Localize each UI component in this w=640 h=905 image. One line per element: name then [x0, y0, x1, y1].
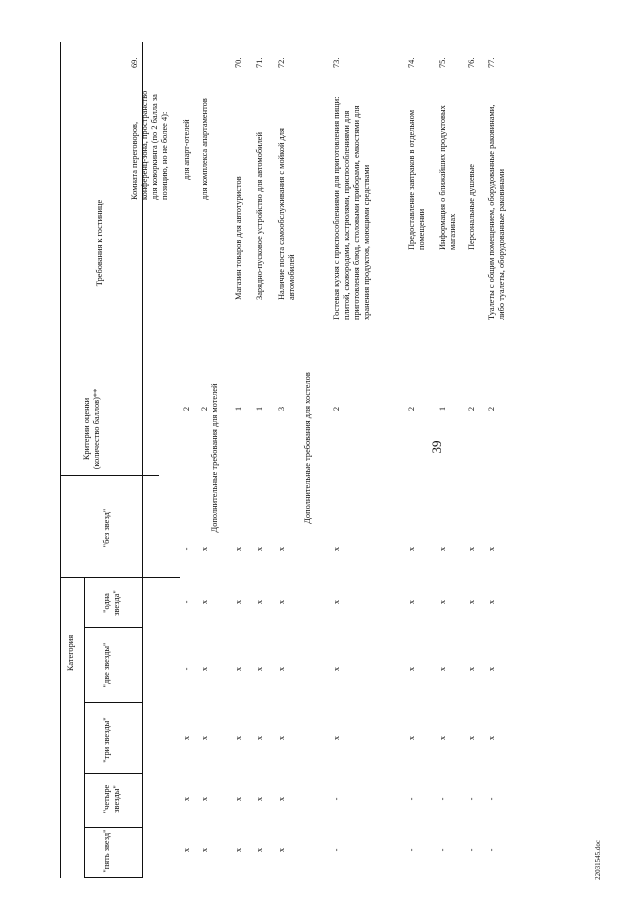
row-score: 1 — [255, 406, 264, 412]
row-requirement-text: Комната переговоров, конференц-зона, пространство для коворкинга (по 2 балла за позицию, но не более 4): — [130, 90, 169, 200]
row-requirement-text: Предоставление завтраков в отдельном помещении — [407, 110, 426, 250]
row-number: 73. — [332, 57, 341, 68]
category-mark: x — [255, 666, 264, 672]
category-mark: - — [438, 797, 447, 801]
category-mark: - — [407, 848, 416, 852]
row-number: 70. — [234, 57, 243, 68]
row-requirement-text: Гостевая кухня с приспособлениями для приготовления пищи: плитой, сковородами, кастрюлями, приспособлениями для приготовления блюд, столовыми приборами, емкостями для хранения продуктов, моющими средствами — [332, 96, 371, 320]
category-mark: x — [200, 847, 209, 853]
category-mark: x — [277, 599, 286, 605]
category-mark: - — [467, 848, 476, 852]
row-score: 2 — [182, 406, 191, 412]
category-mark: x — [277, 847, 286, 853]
section-hostels: Дополнительные требования для хостелов — [303, 372, 312, 524]
category-mark: x — [438, 599, 447, 605]
row-score: 1 — [234, 406, 243, 412]
category-mark: x — [200, 796, 209, 802]
category-mark: x — [332, 599, 341, 605]
category-mark: x — [182, 847, 191, 853]
header-cat-4: "четыре звезды" — [102, 784, 121, 814]
category-mark: x — [255, 735, 264, 741]
document-id: 22031545.doc — [594, 840, 602, 880]
category-mark: x — [277, 546, 286, 552]
table-top-border — [60, 42, 61, 878]
category-mark: x — [200, 666, 209, 672]
row-score: 2 — [487, 406, 496, 412]
category-mark: - — [487, 848, 496, 852]
category-mark: x — [438, 546, 447, 552]
row-requirement-text: для апарт-отелей — [182, 119, 191, 180]
category-mark: x — [487, 599, 496, 605]
row-requirement-text: Информация о ближайших продуктовых магазинах — [438, 105, 457, 250]
header-cat-2: "две звезды" — [102, 642, 111, 688]
category-mark: x — [255, 546, 264, 552]
row-requirement-text: Наличие поста самообслуживания с мойкой для автомобилей — [277, 128, 296, 300]
category-mark: x — [407, 546, 416, 552]
row-number: 76. — [467, 57, 476, 68]
column-divider-category-4 — [84, 827, 142, 828]
row-score: 2 — [200, 406, 209, 412]
row-score: 2 — [332, 406, 341, 412]
category-mark: x — [234, 796, 243, 802]
category-mark: x — [200, 735, 209, 741]
row-requirement-text: Персональные душевые — [467, 164, 476, 250]
category-mark: x — [467, 546, 476, 552]
category-mark: x — [277, 796, 286, 802]
category-mark: x — [438, 735, 447, 741]
row-requirement-text: Зарядно-пусковое устройство для автомобилей — [255, 131, 264, 300]
header-category: Категория — [66, 634, 75, 672]
category-mark: x — [467, 735, 476, 741]
category-mark: x — [182, 735, 191, 741]
page-number: 39 — [429, 440, 444, 454]
row-number: 74. — [407, 57, 416, 68]
category-mark: x — [332, 546, 341, 552]
header-cat-3: "три звезды" — [102, 717, 111, 763]
category-mark: x — [255, 847, 264, 853]
row-requirement-text: для комплекса апартаментов — [200, 98, 209, 200]
row-score: 2 — [467, 406, 476, 412]
category-mark: x — [182, 796, 191, 802]
row-score: 2 — [407, 406, 416, 412]
category-mark: x — [277, 666, 286, 672]
header-cat-5: "пять звезд" — [102, 829, 111, 873]
category-mark: - — [332, 797, 341, 801]
row-number: 77. — [487, 57, 496, 68]
header-requirements: Требования к гостинице — [95, 199, 104, 287]
row-requirement-text: Магазин товаров для автотуристов — [234, 176, 243, 300]
header-cat-1: "одна звезда" — [102, 590, 121, 616]
category-mark: x — [487, 735, 496, 741]
row-score: 1 — [438, 406, 447, 412]
category-mark: x — [200, 599, 209, 605]
column-divider-criteria — [60, 475, 159, 476]
category-mark: x — [234, 546, 243, 552]
row-number: 71. — [255, 57, 264, 68]
row-number: 72. — [277, 57, 286, 68]
category-mark: - — [407, 797, 416, 801]
category-mark: - — [438, 848, 447, 852]
row-number: 75. — [438, 57, 447, 68]
category-mark: x — [407, 599, 416, 605]
section-motels: Дополнительные требования для мотелей — [210, 383, 219, 533]
header-cat-0: "без звезд" — [102, 508, 111, 548]
column-divider-category-2 — [84, 702, 142, 703]
category-mark: - — [182, 547, 191, 551]
row-number: 69. — [130, 57, 139, 68]
category-mark: x — [438, 666, 447, 672]
category-mark: x — [234, 666, 243, 672]
category-mark: x — [487, 666, 496, 672]
category-mark: x — [234, 599, 243, 605]
row-score: 3 — [277, 406, 286, 412]
category-mark: x — [332, 735, 341, 741]
category-mark: - — [182, 667, 191, 671]
category-mark: x — [255, 796, 264, 802]
category-divider — [84, 578, 85, 878]
category-mark: x — [277, 735, 286, 741]
category-mark: x — [332, 666, 341, 672]
row-requirement-text: Туалеты с общим помещением, оборудованные раковинами, либо туалеты, оборудованные раковинами — [487, 104, 506, 320]
category-mark: x — [200, 546, 209, 552]
category-mark: x — [467, 666, 476, 672]
category-mark: - — [467, 797, 476, 801]
column-divider-category-1 — [84, 627, 142, 628]
category-mark: - — [182, 600, 191, 604]
column-divider-requirements — [60, 577, 180, 578]
category-mark: x — [234, 735, 243, 741]
category-mark: x — [467, 599, 476, 605]
category-mark: - — [487, 797, 496, 801]
category-mark: x — [407, 735, 416, 741]
header-criteria: Критерии оценки (количество баллов)** — [82, 388, 101, 470]
category-mark: x — [407, 666, 416, 672]
category-mark: x — [487, 546, 496, 552]
category-mark: x — [234, 847, 243, 853]
category-mark: - — [332, 848, 341, 852]
category-mark: x — [255, 599, 264, 605]
column-divider-category-5 — [84, 877, 142, 878]
rotated-table — [60, 42, 568, 888]
